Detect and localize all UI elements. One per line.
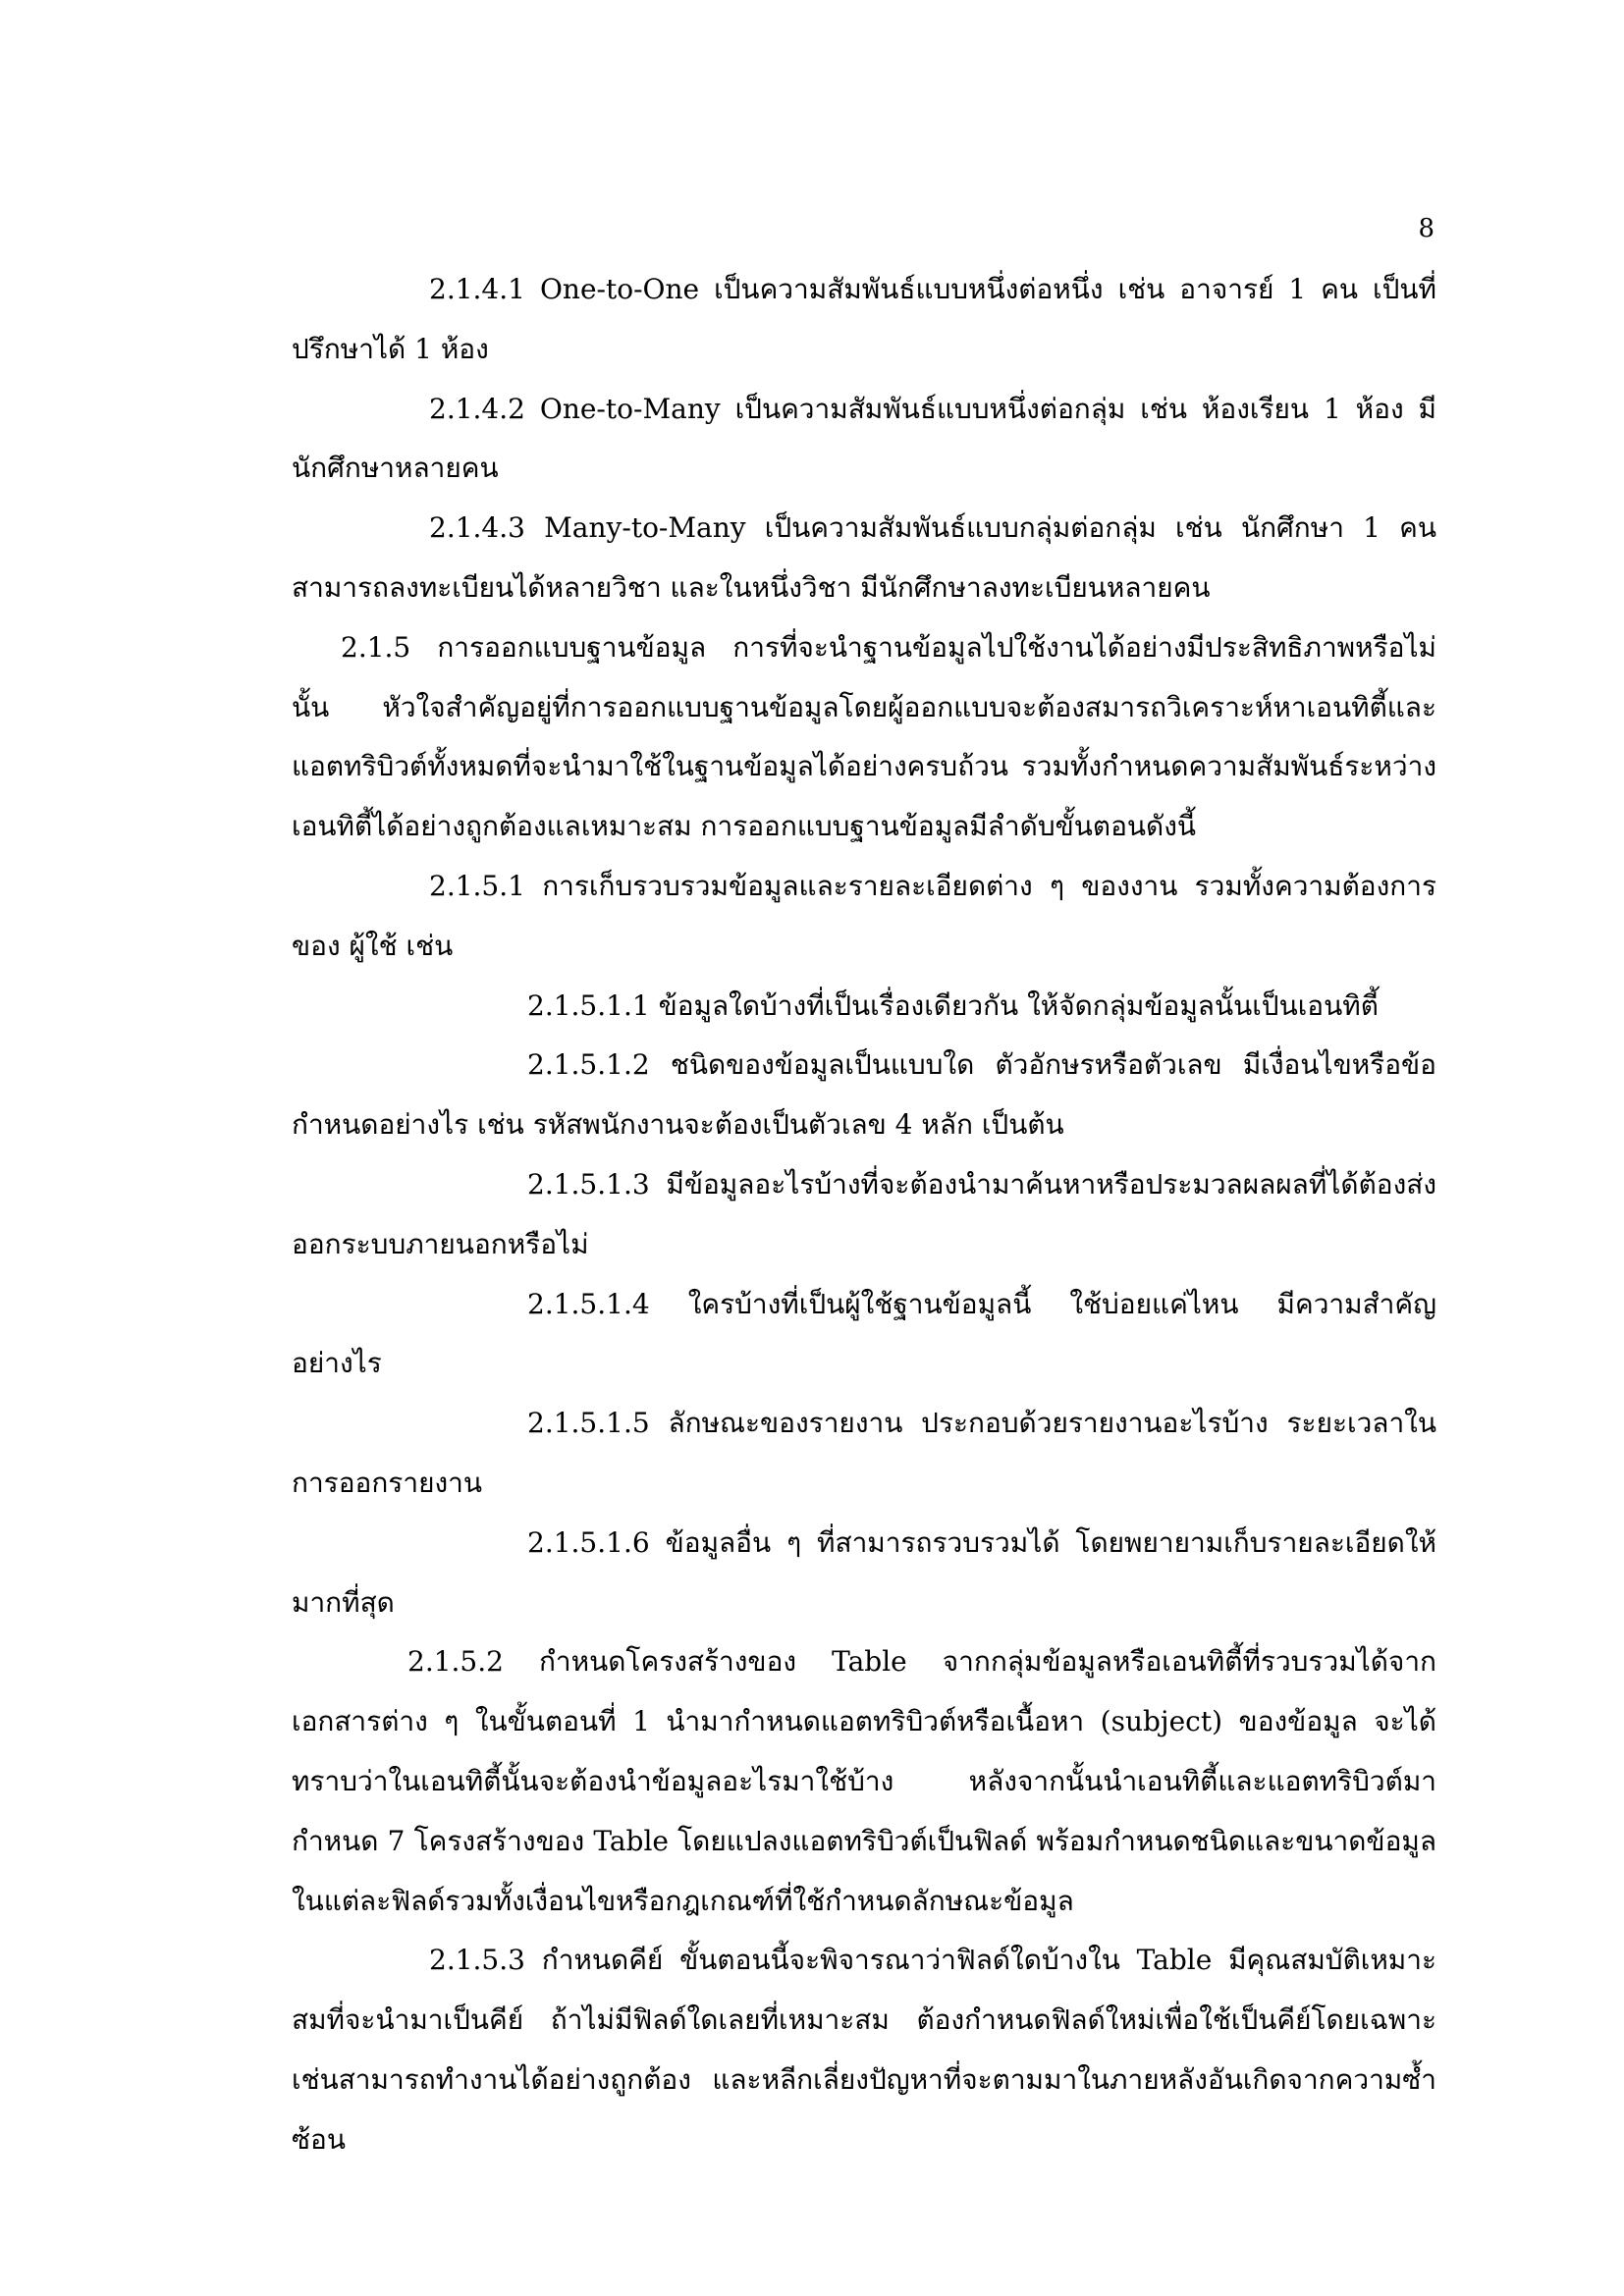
paragraph-2-1-5-1-6: 2.1.5.1.6 ข้อมูลอื่น ๆ ที่สามารถรวบรวมได้ โดยพยายามเก็บรายละเอียดให้มากที่สุด <box>292 1525 1436 1619</box>
paragraph-2-1-5: 2.1.5 การออกแบบฐานข้อมูล การที่จะนำฐานข้อมูลไปใช้งานได้อย่างมีประสิทธิภาพหรือไม่นั้น หัวใจสำคัญอยู่ที่การออกแบบฐานข้อมูลโดยผู้ออกแบบจะต้องสมารถวิเคราะห์หาเอนทิตี้และแอตทริบิวต์ทั้งหมดที่จะนำมาใช้ในฐานข้อมูลได้อย่างครบถ้วน รวมทั้งกำหนดความสัมพันธ์ระหว่างเอนทิตี้ได้อย่างถูกต้องแลเหมาะสม การออกแบบฐานข้อมูลมีลำดับขั้นตอนดังนี้ <box>292 630 1436 843</box>
paragraph-2-1-5-1-2: 2.1.5.1.2 ชนิดของข้อมูลเป็นแบบใด ตัวอักษรหรือตัวเลข มีเงื่อนไขหรือข้อกำหนดอย่างไร เช่น รหัสพนักงานจะต้องเป็นตัวเลข 4 หลัก เป็นต้น <box>292 1048 1436 1142</box>
page-number: 8 <box>1418 214 1435 243</box>
paragraph-2-1-4-2: 2.1.4.2 One-to-Many เป็นความสัมพันธ์แบบหนึ่งต่อกลุ่ม เช่น ห้องเรียน 1 ห้อง มีนักศึกษาหลายคน <box>292 392 1436 485</box>
paragraph-2-1-5-1: 2.1.5.1 การเก็บรวบรวมข้อมูลและรายละเอียดต่าง ๆ ของงาน รวมทั้งความต้องการของ ผู้ใช้ เช่น <box>292 869 1436 962</box>
paragraph-2-1-4-3: 2.1.4.3 Many-to-Many เป็นความสัมพันธ์แบบกลุ่มต่อกลุ่ม เช่น นักศึกษา 1 คน สามารถลงทะเบียนได้หลายวิชา และในหนึ่งวิชา มีนักศึกษาลงทะเบียนหลายคน <box>292 511 1436 604</box>
paragraph-2-1-5-1-3: 2.1.5.1.3 มีข้อมูลอะไรบ้างที่จะต้องนำมาค้นหาหรือประมวลผลผลที่ได้ต้องส่งออกระบบภายนอกหรือไม่ <box>292 1167 1436 1260</box>
paragraph-2-1-5-2: 2.1.5.2 กำหนดโครงสร้างของ Table จากกลุ่มข้อมูลหรือเอนทิตี้ที่รวบรวมได้จากเอกสารต่าง ๆ ในขั้นตอนที่ 1 นำมากำหนดแอตทริบิวต์หรือเนื้อหา (subject) ของข้อมูล จะได้ทราบว่าในเอนทิตี้นั้นจะต้องนำข้อมูลอะไรมาใช้บ้าง หลังจากนั้นนำเอนทิตี้และแอตทริบิวต์มากำหนด 7 โครงสร้างของ Table โดยแปลงแอตทริบิวต์เป็นฟิลด์ พร้อมกำหนดชนิดและขนาดข้อมูลในแต่ละฟิลด์รวมทั้งเงื่อนไขหรือกฎเกณฑ์ที่ใช้กำหนดลักษณะข้อมูล <box>292 1645 1436 1917</box>
document-body <box>292 260 1436 2170</box>
paragraph-2-1-5-3: 2.1.5.3 กำหนดคีย์ ขั้นตอนนี้จะพิจารณาว่าฟิลด์ใดบ้างใน Table มีคุณสมบัติเหมาะสมที่จะนำมาเป็นคีย์ ถ้าไม่มีฟิลด์ใดเลยที่เหมาะสม ต้องกำหนดฟิลด์ใหม่เพื่อใช้เป็นคีย์โดยเฉพาะเช่นสามารถทำงานได้อย่างถูกต้อง และหลีกเลี่ยงปัญหาที่จะตามมาในภายหลังอันเกิดจากความซ้ำซ้อน <box>292 1944 1436 2156</box>
paragraph-2-1-4-1: 2.1.4.1 One-to-One เป็นความสัมพันธ์แบบหนึ่งต่อหนึ่ง เช่น อาจารย์ 1 คน เป็นที่ปรึกษาได้ 1 ห้อง <box>292 273 1436 365</box>
paragraph-2-1-5-1-5: 2.1.5.1.5 ลักษณะของรายงาน ประกอบด้วยรายงานอะไรบ้าง ระยะเวลาในการออกรายงาน <box>292 1407 1436 1499</box>
paragraph-2-1-5-1-4: 2.1.5.1.4 ใครบ้างที่เป็นผู้ใช้ฐานข้อมูลนี้ ใช้บ่อยแค่ไหน มีความสำคัญอย่างไร <box>292 1287 1436 1380</box>
paragraph-2-1-5-1-1: 2.1.5.1.1 ข้อมูลใดบ้างที่เป็นเรื่องเดียวกัน ให้จัดกลุ่มข้อมูลนั้นเป็นเอนทิตี้ <box>527 988 1379 1022</box>
